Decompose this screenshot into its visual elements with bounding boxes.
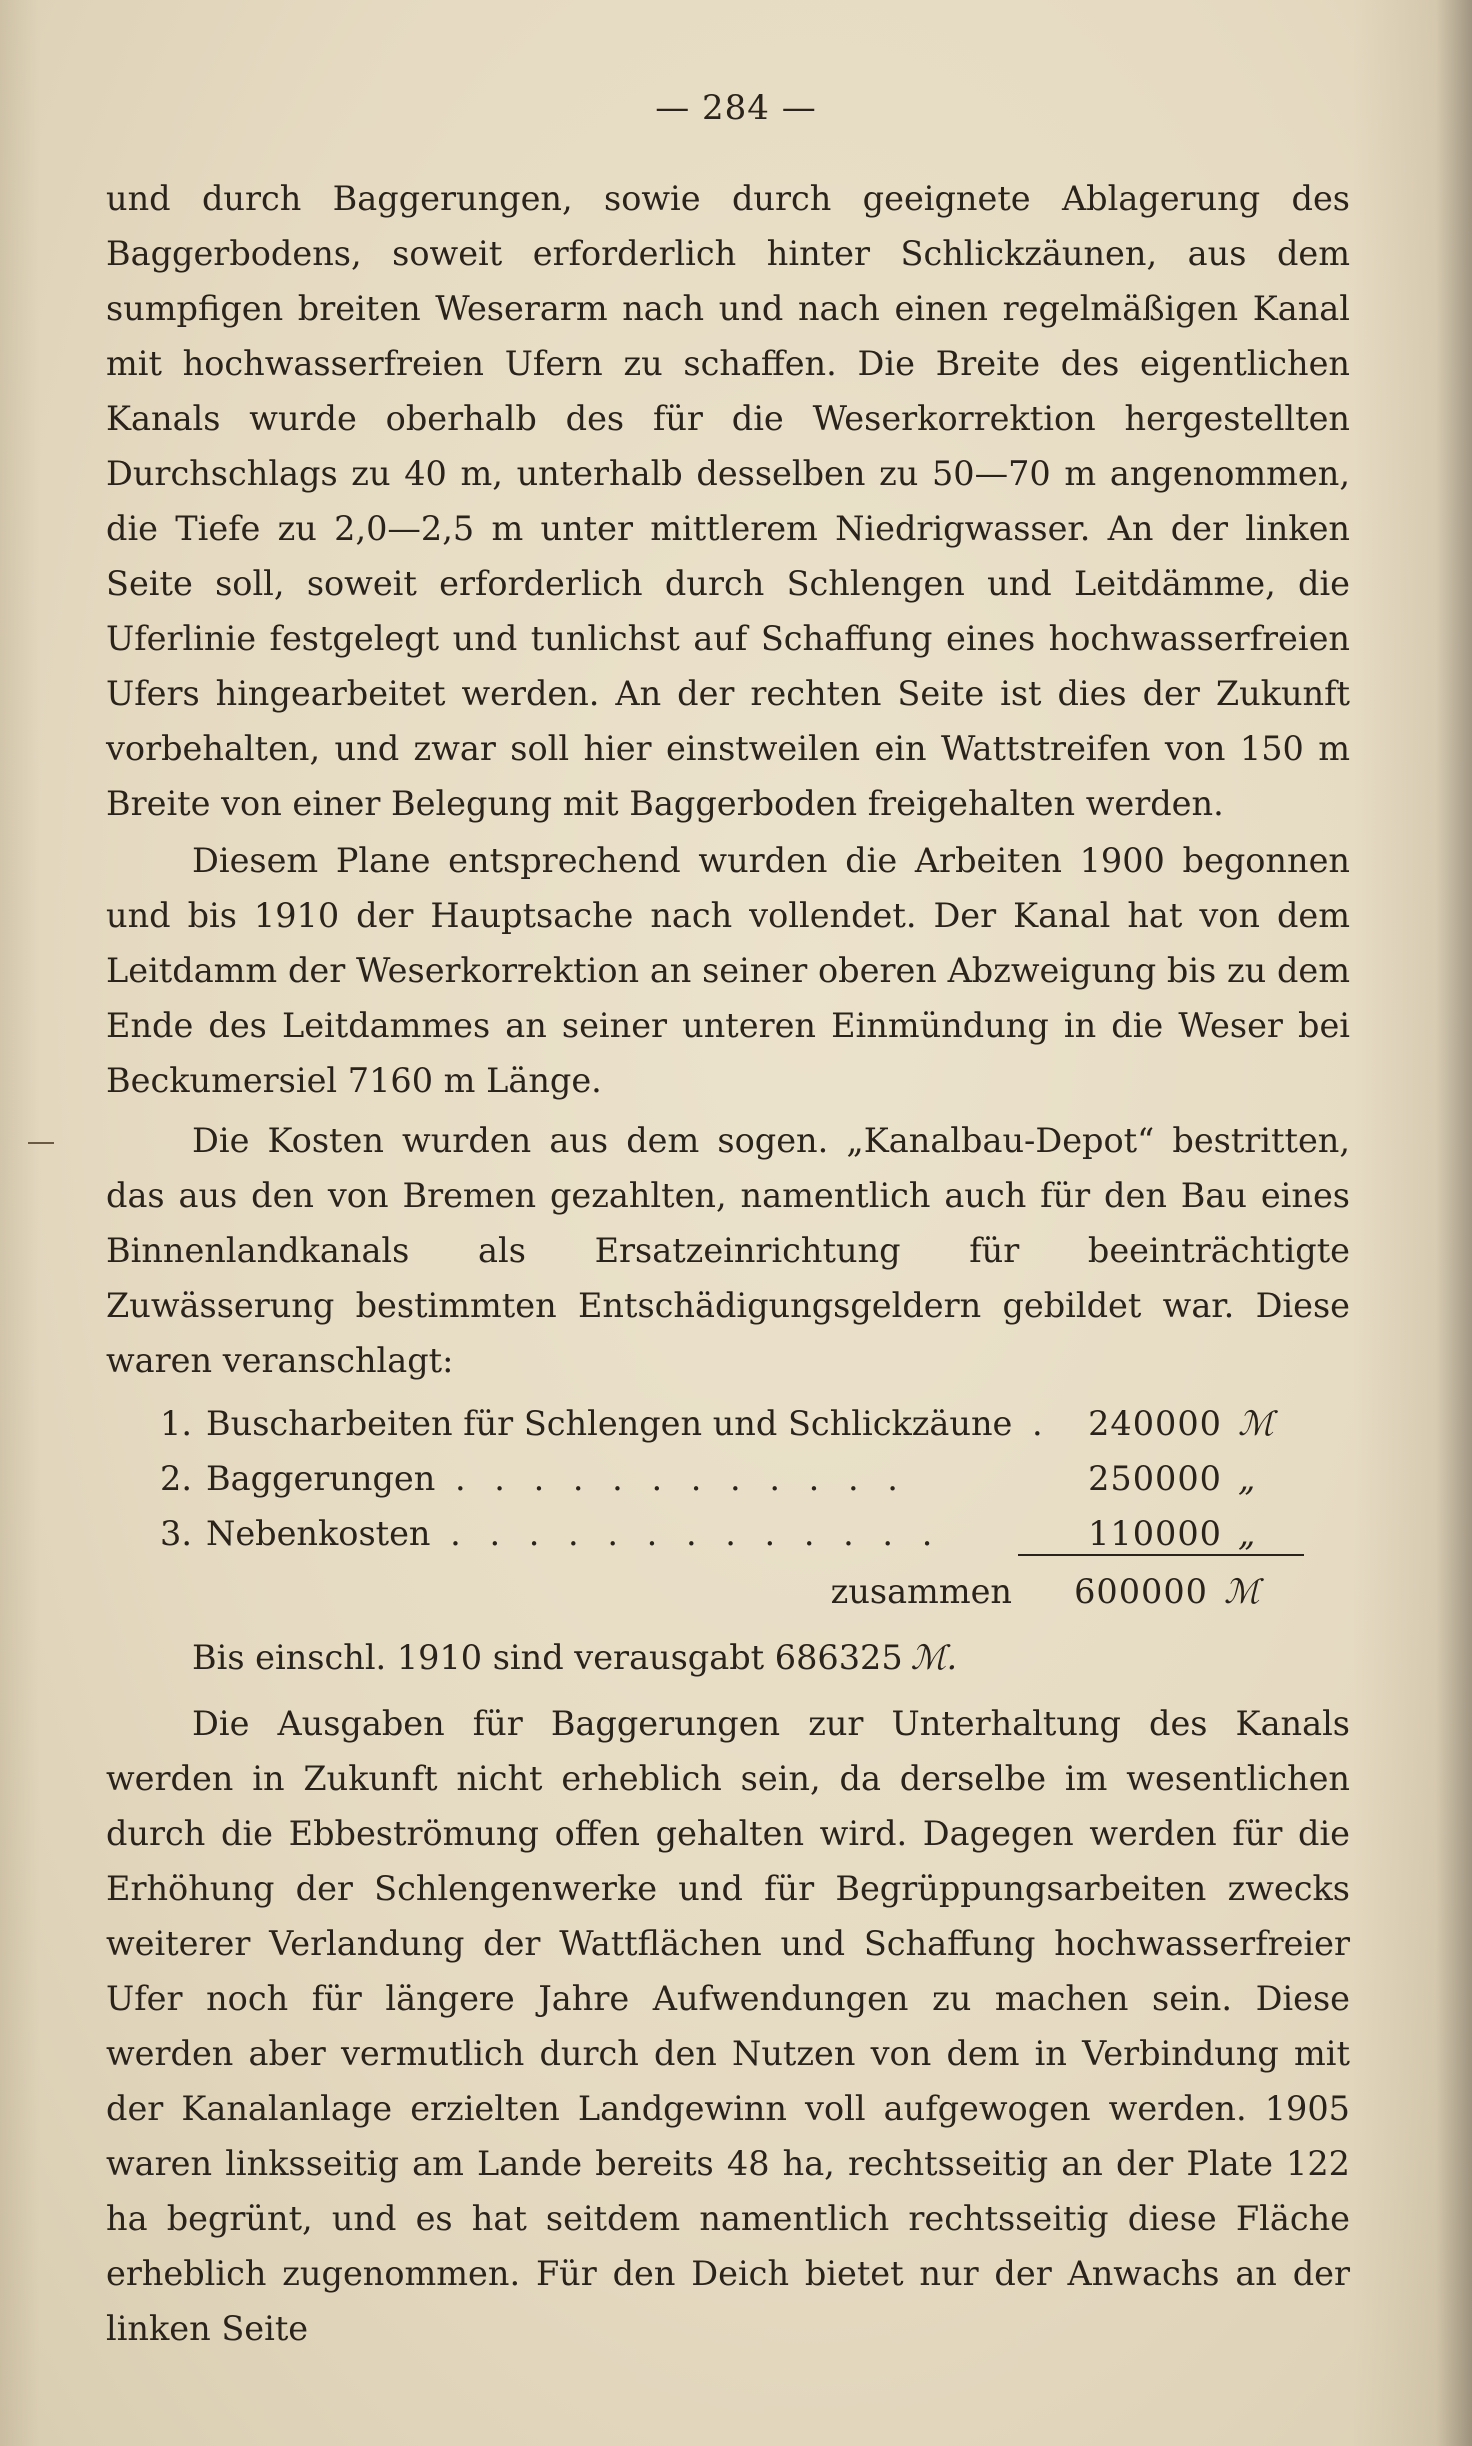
sum-rule bbox=[1018, 1554, 1304, 1556]
cost-row-amount: 110000 bbox=[1088, 1514, 1222, 1553]
cost-row-unit: „ bbox=[1238, 1514, 1256, 1553]
cost-row-label bbox=[192, 1404, 1052, 1443]
spent-line bbox=[192, 1630, 957, 1685]
cost-total-amount: 600000 bbox=[1074, 1572, 1208, 1611]
page-edge-shadow-right bbox=[1352, 0, 1472, 2446]
cost-row-amount: 250000 bbox=[1088, 1459, 1222, 1498]
paragraph-1: und durch Baggerungen, sowie durch geeignete Ablagerung des Baggerbodens, soweit erforderlich hinter Schlickzäunen, aus dem sumpfigen breiten Weserarm nach und nach einen regelmäßigen Kanal mit hochwasserfreien Ufern zu schaffen. Die Breite des eigentlichen Kanals wurde oberhalb des für die Weserkorrektion hergestellten Durchschlags zu 40 m, unterhalb desselben zu 50—70 m angenommen, die Tiefe zu 2,0—2,5 m unter mittlerem Niedrigwasser. An der linken Seite soll, soweit erforderlich durch Schlengen und Leitdämme, die Uferlinie festgelegt und tunlichst auf Schaffung eines hochwasserfreien Ufers hingearbeitet werden. An der rechten Seite ist dies der Zukunft vorbehalten, und zwar soll hier einstweilen ein Wattstreifen von 150 m Breite von einer Belegung mit Baggerboden freigehalten werden. bbox=[106, 179, 1350, 823]
cost-total-label: zusammen bbox=[830, 1572, 1012, 1611]
cost-table bbox=[150, 1396, 1310, 1611]
cost-row-unit: „ bbox=[1238, 1459, 1256, 1498]
cost-row-number: 2. bbox=[160, 1459, 192, 1498]
cost-row bbox=[150, 1506, 1310, 1561]
cost-row-number: 3. bbox=[160, 1514, 192, 1553]
cost-row-dots: . bbox=[1012, 1404, 1052, 1443]
margin-mark bbox=[28, 1142, 54, 1144]
page-number: — 284 — bbox=[655, 88, 817, 128]
cost-row-text: Buscharbeiten für Schlengen und Schlickzäune bbox=[206, 1404, 1013, 1443]
cost-row-unit: ℳ bbox=[1238, 1404, 1274, 1443]
spent-text: Bis einschl. 1910 sind verausgabt 686325 bbox=[192, 1638, 903, 1677]
cost-row-dots: . . . . . . . . . . . . . bbox=[430, 1514, 942, 1553]
cost-row-number: 1. bbox=[160, 1404, 192, 1443]
cost-total-row bbox=[150, 1564, 1310, 1619]
page-edge-shadow-left bbox=[0, 0, 40, 2446]
paragraph-4: Die Ausgaben für Baggerungen zur Unterhaltung des Kanals werden in Zukunft nicht erheblich sein, da derselbe im wesentlichen durch die Ebbeströmung offen gehalten wird. Dagegen werden für die Erhöhung der Schlengenwerke und für Begrüppungsarbeiten zwecks weiterer Verlandung der Wattflächen und Schaffung hochwasserfreier Ufer noch für längere Jahre Aufwendungen zu machen sein. Diese werden aber vermutlich durch den Nutzen von dem in Verbindung mit der Kanalanlage erzielten Landgewinn voll aufgewogen werden. 1905 waren linksseitig am Lande bereits 48 ha, rechtsseitig an der Plate 122 ha begrünt, und es hat seitdem namentlich rechtsseitig diese Fläche erheblich zugenommen. Für den Deich bietet nur der Anwachs an der linken Seite bbox=[106, 1704, 1350, 2348]
cost-row-label bbox=[192, 1459, 1012, 1498]
cost-row-label bbox=[192, 1514, 1012, 1553]
cost-row bbox=[150, 1451, 1310, 1506]
cost-row-text: Baggerungen bbox=[206, 1459, 436, 1498]
cost-row-dots: . . . . . . . . . . . . bbox=[435, 1459, 907, 1498]
cost-row-amount: 240000 bbox=[1088, 1404, 1222, 1443]
cost-row bbox=[150, 1396, 1310, 1451]
paragraph-3: Die Kosten wurden aus dem sogen. „Kanalbau-Depot“ bestritten, das aus den von Bremen gezahlten, namentlich auch für den Bau eines Binnenlandkanals als Ersatzeinrichtung für beeinträchtigte Zuwässerung bestimmten Entschädigungsgeldern gebildet war. Diese waren veranschlagt: bbox=[106, 1121, 1350, 1380]
spent-unit: ℳ. bbox=[910, 1638, 958, 1677]
cost-row-text: Nebenkosten bbox=[206, 1514, 431, 1553]
paragraph-2: Diesem Plane entsprechend wurden die Arbeiten 1900 begonnen und bis 1910 der Hauptsache nach vollendet. Der Kanal hat von dem Leitdamm der Weserkorrektion an seiner oberen Abzweigung bis zu dem Ende des Leitdammes an seiner unteren Einmündung in die Weser bei Beckumersiel 7160 m Länge. bbox=[106, 841, 1350, 1100]
cost-total-unit: ℳ bbox=[1224, 1572, 1260, 1611]
